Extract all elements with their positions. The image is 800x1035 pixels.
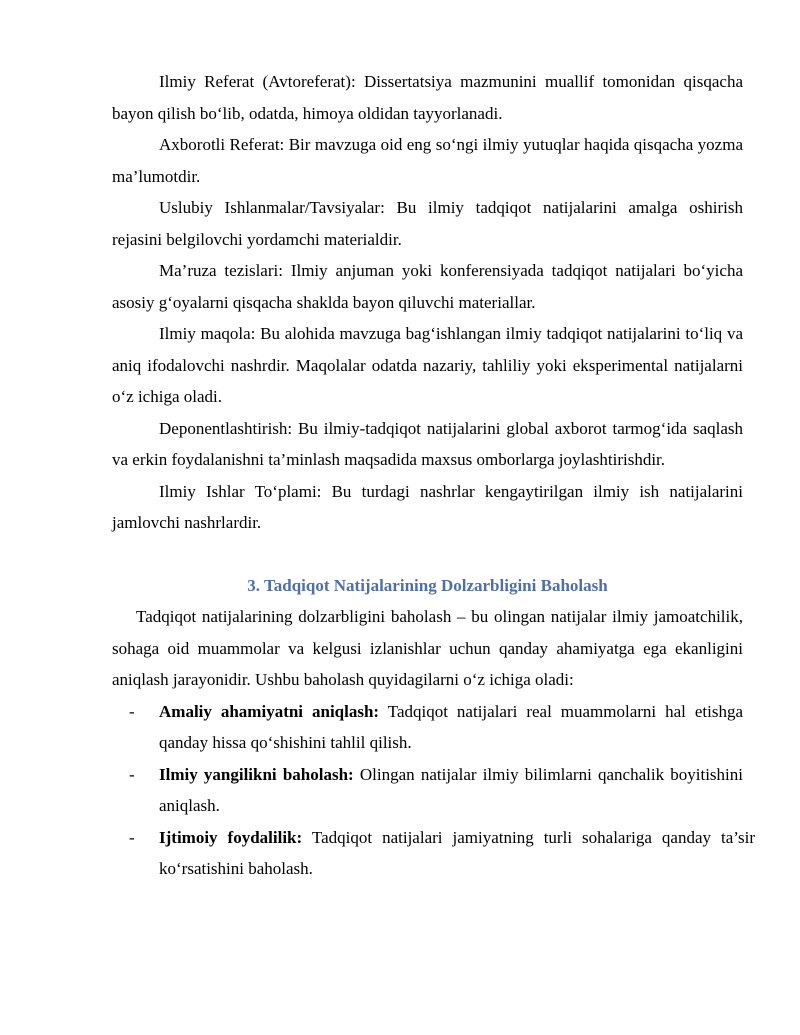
- document-page: [112, 66, 756, 885]
- paragraph-uslubiy-ishlanmalar: Uslubiy Ishlanmalar/Tavsiyalar: Bu ilmiy tadqiqot natijalarini amalga oshirish rejasini belgilovchi yordamchi materialdir.: [112, 198, 743, 249]
- paragraph-ilmiy-referat: Ilmiy Referat (Avtoreferat): Dissertatsiya mazmunini muallif tomonidan qisqacha bayon qilish bo‘lib, odatda, himoya oldidan tayyorlanadi.: [112, 72, 743, 123]
- list-item: [112, 759, 743, 822]
- paragraph-deponentlashtirish: Deponentlashtirish: Bu ilmiy-tadqiqot natijalarini global axborot tarmog‘ida saqlash va erkin foydalanishni ta’minlash maqsadida maxsus omborlarga joylashtirishdir.: [112, 418, 743, 469]
- paragraph-axborotli-referat: Axborotli Referat: Bir mavzuga oid eng so‘ngi ilmiy yutuqlar haqida qisqacha yozma ma’lumotdir.: [112, 135, 743, 186]
- list-item-term: Amaliy ahamiyatni aniqlash:: [159, 701, 380, 721]
- list-bullet: -: [129, 701, 135, 721]
- list-item-text: Tadqiqot natijalari real muammolarni hal etishga qanday hissa qo‘shishini tahlil qilish.: [159, 701, 744, 752]
- section-heading: 3. Tadqiqot Natijalarining Dolzarbligini Baholash: [247, 575, 608, 595]
- paragraph-ilmiy-ishlar-toplami: Ilmiy Ishlar To‘plami: Bu turdagi nashrlar kengaytirilgan ilmiy ish natijalarini jamlovchi nashrlardir.: [112, 481, 743, 532]
- list-bullet: -: [129, 827, 135, 847]
- paragraph-ilmiy-maqola: Ilmiy maqola: Bu alohida mavzuga bag‘ishlangan ilmiy tadqiqot natijalarini to‘liq va aniq ifodalovchi nashrdir. Maqolalar odatda nazariy, tahliliy yoki eksperimental natijalarni o‘z ichiga oladi.: [112, 324, 743, 406]
- list-item: [112, 822, 755, 885]
- list-item-text: Tadqiqot natijalari jamiyatning turli sohalariga qanday ta’sir ko‘rsatishini baholash.: [159, 827, 756, 878]
- list-bullet: -: [129, 764, 135, 784]
- list-item-term: Ilmiy yangilikni baholash:: [159, 764, 354, 784]
- criteria-list: [112, 696, 756, 885]
- section-intro: Tadqiqot natijalarining dolzarbligini baholash – bu olingan natijalar ilmiy jamoatchilik, sohaga oid muammolar va kelgusi izlanishlar uchun qanday ahamiyatga ega ekanligini aniqlash jarayonidir. Ushbu baholash quyidagilarni o‘z ichiga oladi:: [112, 607, 743, 689]
- list-item-term: Ijtimoiy foydalilik:: [159, 827, 303, 847]
- list-item: [112, 696, 743, 759]
- paragraph-maruza-tezislari: Ma’ruza tezislari: Ilmiy anjuman yoki konferensiyada tadqiqot natijalari bo‘yicha asosiy g‘oyalarni qisqacha shaklda bayon qiluvchi materiallar.: [112, 261, 743, 312]
- list-item-text: Olingan natijalar ilmiy bilimlarni qanchalik boyitishini aniqlash.: [159, 764, 743, 815]
